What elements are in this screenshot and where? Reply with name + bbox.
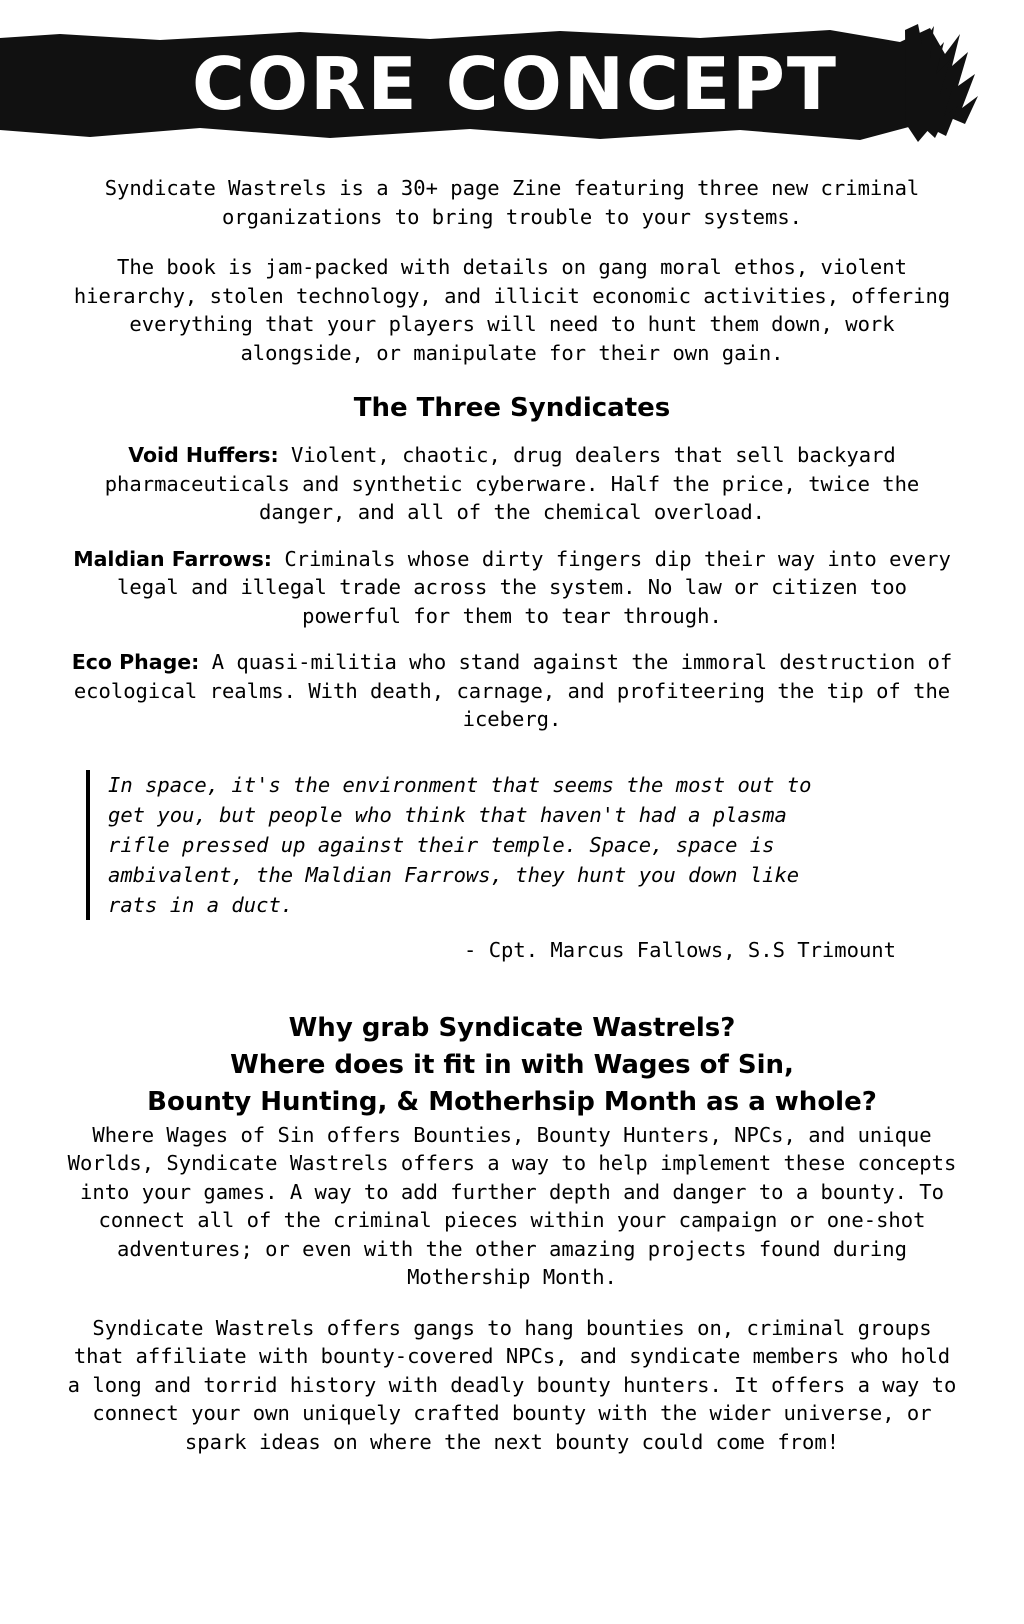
syndicate-entry-eco-phage bbox=[62, 648, 962, 734]
why-heading-line-2: Where does it fit in with Wages of Sin, bbox=[230, 1049, 794, 1080]
page-title: CORE CONCEPT bbox=[192, 42, 838, 126]
pull-quote-text: In space, it's the environment that seems the most out to get you, but people who think that haven't had a plasma rifle pressed up against their temple. Space, space is ambivalent, the Maldian Farrows, they hunt you down like rats in a duct. bbox=[108, 772, 812, 917]
page-content bbox=[0, 174, 1024, 1456]
syndicate-entry-maldian-farrows bbox=[62, 545, 962, 631]
syndicate-entry-void-huffers bbox=[62, 441, 962, 527]
zine-page bbox=[0, 24, 1024, 1624]
intro-paragraph-2: The book is jam-packed with details on gang moral ethos, violent hierarchy, stolen technology, and illicit economic activities, offering everything that your players will need to hunt them down, work alongside, or manipulate for their own gain. bbox=[73, 255, 951, 365]
syndicate-name-void-huffers: Void Huffers: bbox=[128, 443, 279, 467]
syndicate-desc-eco-phage: A quasi-militia who stand against the immoral destruction of ecological realms. With death, carnage, and profiteering the tip of the iceberg. bbox=[73, 650, 953, 731]
syndicate-name-eco-phage: Eco Phage: bbox=[71, 650, 200, 674]
section-heading-why-grab bbox=[62, 1010, 962, 1121]
syndicate-name-maldian-farrows: Maldian Farrows: bbox=[73, 546, 272, 571]
pull-quote bbox=[86, 770, 848, 920]
syndicate-desc-maldian-farrows: Criminals whose dirty fingers dip their way into every legal and illegal trade across the system. No law or citizen too powerful for them to tear through. bbox=[117, 546, 951, 628]
pull-quote-attribution: - Cpt. Marcus Fallows, S.S Trimount bbox=[464, 937, 896, 962]
why-heading-line-3: Bounty Hunting, & Motherhsip Month as a whole? bbox=[147, 1086, 877, 1117]
intro-paragraph-1: Syndicate Wastrels is a 30+ page Zine featuring three new criminal organizations to bring trouble to your systems. bbox=[104, 176, 920, 229]
why-paragraph-2: Syndicate Wastrels offers gangs to hang bounties on, criminal groups that affiliate with bounty-covered NPCs, and syndicate members who hold a long and torrid history with deadly bounty hunters. It offers a way to connect your own uniquely crafted bounty with the wider universe, or spark ideas on where the next bounty could come from! bbox=[67, 1315, 957, 1454]
section-heading-three-syndicates: The Three Syndicates bbox=[353, 393, 671, 423]
page-banner bbox=[0, 24, 1024, 174]
why-heading-line-1: Why grab Syndicate Wastrels? bbox=[288, 1012, 736, 1043]
syndicate-desc-void-huffers: Violent, chaotic, drug dealers that sell backyard pharmaceuticals and synthetic cyberware. Half the price, twice the danger, and all of the chemical overload. bbox=[104, 443, 920, 524]
why-paragraph-1: Where Wages of Sin offers Bounties, Bounty Hunters, NPCs, and unique Worlds, Syndicate Wastrels offers a way to help implement these concepts into your games. A way to add further depth and danger to a bounty. To connect all of the criminal pieces within your campaign or one-shot adventures; or even with the other amazing projects found during Mothership Month. bbox=[67, 1122, 957, 1289]
